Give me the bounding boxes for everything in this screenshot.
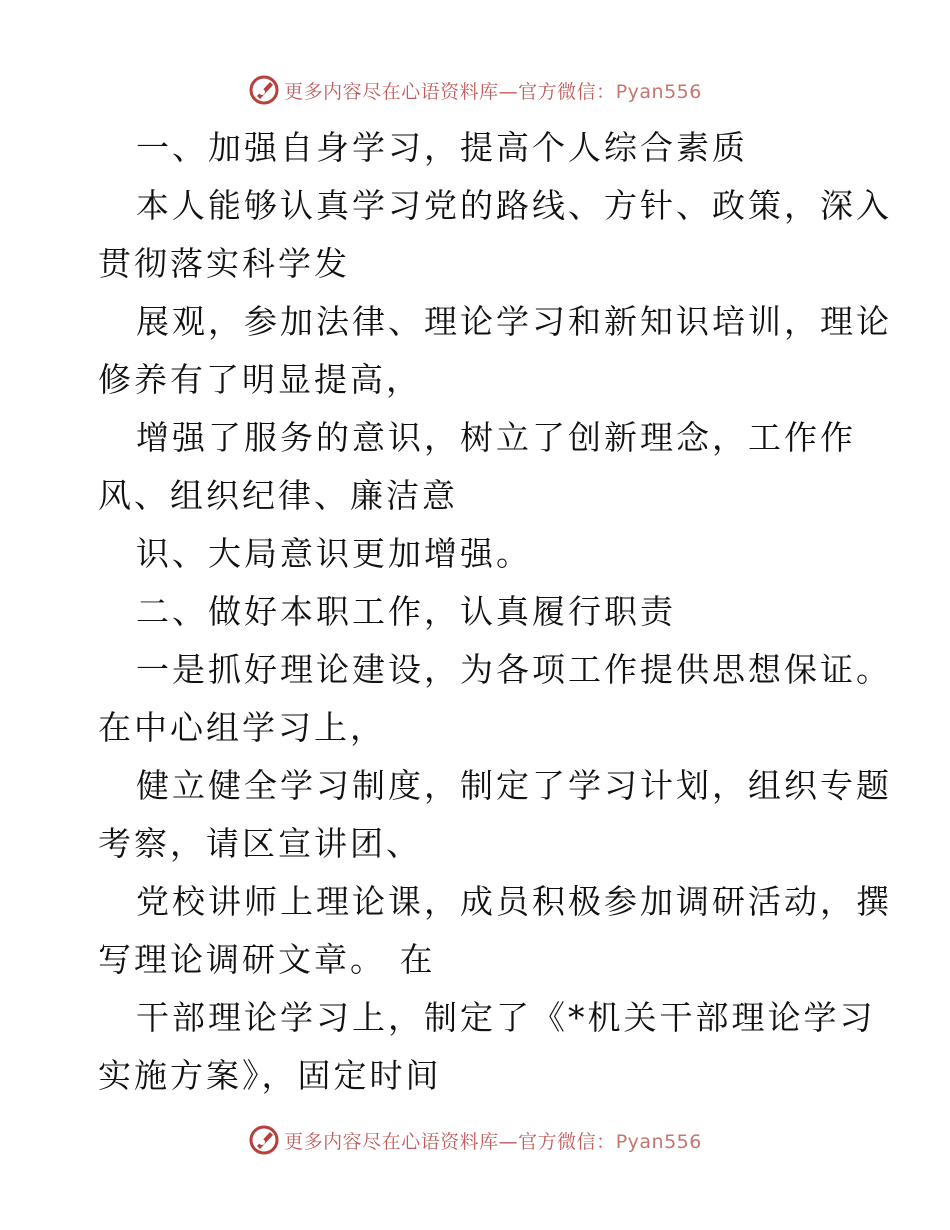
text-line: 二、做好本职工作，认真履行职责 [136, 592, 676, 631]
text-line: 考察，请区宣讲团、 [98, 824, 422, 863]
header-banner [0, 70, 950, 110]
text-line: 贯彻落实科学发 [98, 244, 350, 283]
text-line: 本人能够认真学习党的路线、方针、政策，深入 [136, 186, 892, 225]
footer-text [284, 1127, 702, 1154]
text-line: 在中心组学习上， [98, 708, 386, 747]
text-line: 写理论调研文章。 在 [98, 940, 436, 979]
text-line: 一是抓好理论建设，为各项工作提供思想保证。 [136, 650, 892, 689]
text-line: 实施方案》，固定时间 [98, 1056, 442, 1095]
header-code: Pyan556 [615, 80, 702, 103]
text-line: 增强了服务的意识，树立了创新理念，工作作 [136, 418, 856, 457]
logo-icon [248, 74, 280, 106]
text-line: 干部理论学习上，制定了《*机关干部理论学习 [136, 998, 876, 1037]
footer-suffix: 官方微信： [518, 1130, 616, 1153]
text-line: 党校讲师上理论课，成员积极参加调研活动，撰 [136, 882, 892, 921]
text-line: 识、大局意识更加增强。 [136, 534, 532, 573]
footer-code: Pyan556 [615, 1130, 702, 1153]
header-dash: — [498, 80, 519, 103]
text-line: 健立健全学习制度，制定了学习计划，组织专题 [136, 766, 892, 805]
header-suffix: 官方微信： [518, 80, 616, 103]
footer-prefix: 更多内容尽在心语资料库 [284, 1130, 499, 1153]
footer-banner [0, 1120, 950, 1160]
text-line: 展观，参加法律、理论学习和新知识培训，理论 [136, 302, 892, 341]
text-line: 风、组织纪律、廉洁意 [98, 476, 458, 515]
footer-dash: — [498, 1130, 519, 1153]
text-line: 修养有了明显提高， [98, 360, 422, 399]
text-line: 一、加强自身学习，提高个人综合素质 [136, 128, 748, 167]
header-text [284, 77, 702, 104]
header-prefix: 更多内容尽在心语资料库 [284, 80, 499, 103]
logo-icon [248, 1124, 280, 1156]
